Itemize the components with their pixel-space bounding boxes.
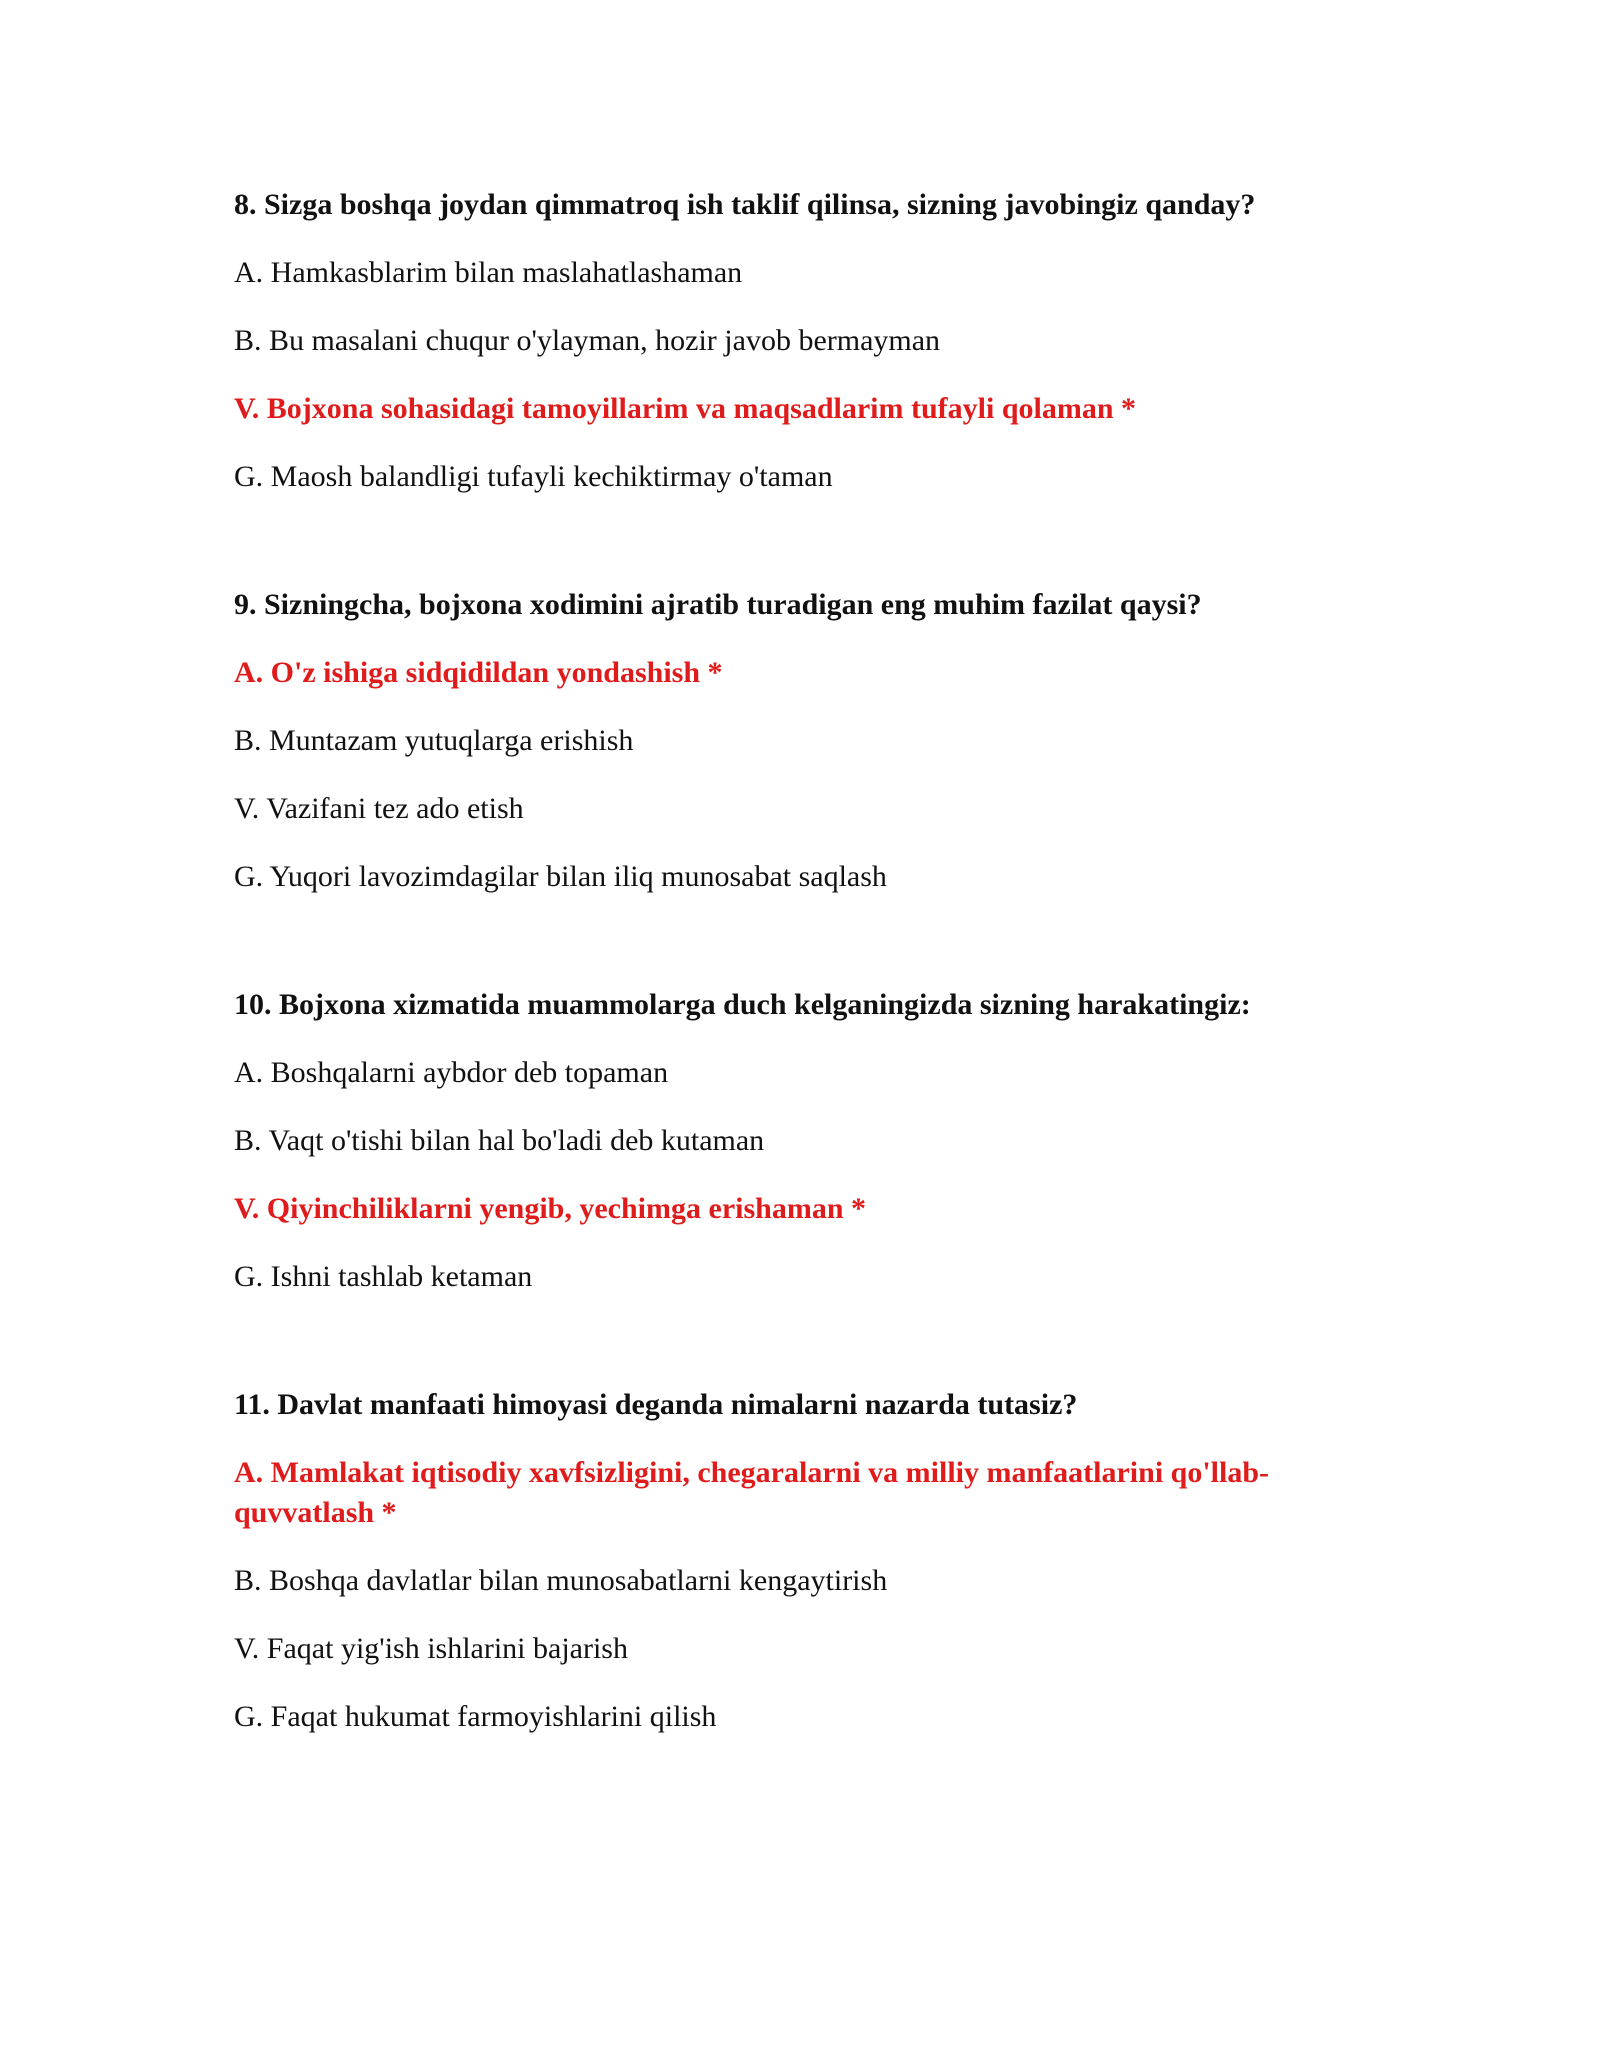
correct-answer-option: A. Mamlakat iqtisodiy xavfsizligini, chegaralarni va milliy manfaatlarini qo'llab-quvvatlash * xyxy=(234,1456,1270,1529)
question-10 xyxy=(234,985,1354,1297)
answer-option: V. Vazifani tez ado etish xyxy=(234,792,524,825)
answer-option: B. Boshqa davlatlar bilan munosabatlarni kengaytirish xyxy=(234,1564,888,1597)
answer-option: G. Maosh balandligi tufayli kechiktirmay o'taman xyxy=(234,460,833,493)
answer-option: A. Hamkasblarim bilan maslahatlashaman xyxy=(234,256,743,289)
answer-option: B. Bu masalani chuqur o'ylayman, hozir javob bermayman xyxy=(234,324,941,357)
answer-option: A. Boshqalarni aybdor deb topaman xyxy=(234,1056,669,1089)
question-title: 11. Davlat manfaati himoyasi deganda nimalarni nazarda tutasiz? xyxy=(234,1388,1078,1421)
question-title: 9. Sizningcha, bojxona xodimini ajratib turadigan eng muhim fazilat qaysi? xyxy=(234,588,1202,621)
answer-option: G. Yuqori lavozimdagilar bilan iliq munosabat saqlash xyxy=(234,860,887,893)
question-title: 8. Sizga boshqa joydan qimmatroq ish taklif qilinsa, sizning javobingiz qanday? xyxy=(234,188,1256,221)
correct-answer-option: V. Bojxona sohasidagi tamoyillarim va maqsadlarim tufayli qolaman * xyxy=(234,392,1137,425)
question-8 xyxy=(234,185,1354,497)
answer-option: G. Ishni tashlab ketaman xyxy=(234,1260,533,1293)
answer-option: B. Muntazam yutuqlarga erishish xyxy=(234,724,634,757)
quiz-content xyxy=(234,185,1354,1737)
correct-answer-option: A. O'z ishiga sidqidildan yondashish * xyxy=(234,656,723,689)
question-9 xyxy=(234,585,1354,897)
question-title: 10. Bojxona xizmatida muammolarga duch kelganingizda sizning harakatingiz: xyxy=(234,988,1251,1021)
answer-option: V. Faqat yig'ish ishlarini bajarish xyxy=(234,1632,628,1665)
answer-option: G. Faqat hukumat farmoyishlarini qilish xyxy=(234,1700,717,1733)
correct-answer-option: V. Qiyinchiliklarni yengib, yechimga erishaman * xyxy=(234,1192,867,1225)
question-11 xyxy=(234,1385,1354,1737)
answer-option: B. Vaqt o'tishi bilan hal bo'ladi deb kutaman xyxy=(234,1124,765,1157)
